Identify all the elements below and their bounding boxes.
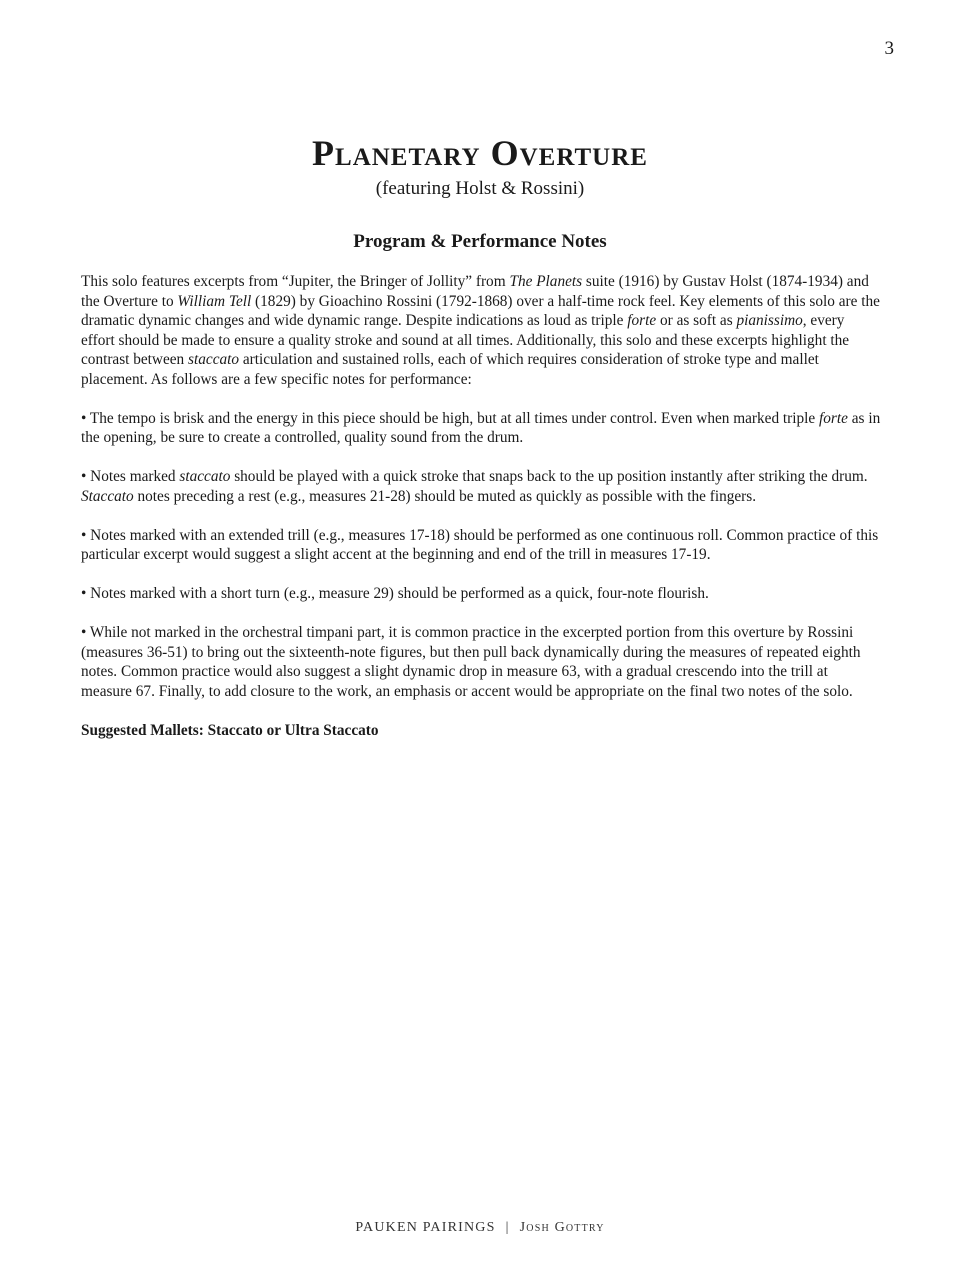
note-bullet-rossini: • While not marked in the orchestral timpani part, it is common practice in the excerpted portion from this overture by Rossini (measures 36-51) to bring out the sixteenth-note figures, but then pull back dynamically during the measures of repeated eighth notes. Common practice would also suggest a slight dynamic drop in measure 63, with a gradual crescendo into the trill at measure 67. Finally, to add closure to the work, an emphasis or accent would be appropriate on the final two notes of the solo.: [81, 624, 861, 700]
planets-title: The Planets: [509, 273, 583, 290]
footer-author: Josh Gottry: [519, 1220, 605, 1235]
william-tell-title: William Tell: [177, 292, 252, 310]
footer-separator: |: [505, 1220, 510, 1235]
piece-title: Planetary Overture: [312, 133, 648, 173]
page-number: 3: [884, 38, 894, 59]
piece-subtitle: (featuring Holst & Rossini): [375, 178, 585, 199]
suggested-mallets: Suggested Mallets: Staccato or Ultra Staccato: [81, 721, 379, 739]
intro-paragraph: This solo features excerpts from “Jupiter, the Bringer of Jollity” from The Planets suite (1916) by Gustav Holst (1874-1934) and the Overture to William Tell (1829) by Gioachino Rossini (1792-1868) over a half-time rock feel. Key elements of this solo are the dramatic dynamic changes and wide dynamic range. Despite indications as loud as triple forte or as soft as pianissimo, every effort should be made to ensure a quality stroke and sound at all times. Additionally, this solo and these excerpts highlight the contrast between staccato articulation and sustained rolls, each of which requires consideration of stroke type and mallet placement. As follows are a few specific notes for performance:: [81, 273, 880, 388]
section-heading: Program & Performance Notes: [353, 231, 607, 252]
note-bullet-trill: • Notes marked with an extended trill (e.g., measures 17-18) should be performed as one continuous roll. Common practice of this particular excerpt would suggest a slight accent at the beginning and end of the trill in measures 17-19.: [81, 526, 879, 563]
note-bullet-turn: • Notes marked with a short turn (e.g., measure 29) should be performed as a quick, four-note flourish.: [81, 585, 709, 602]
page-footer: [0, 1220, 960, 1236]
performance-notes: [81, 272, 881, 760]
note-bullet-tempo: • The tempo is brisk and the energy in this piece should be high, but at all times under control. Even when marked triple forte as in the opening, be sure to create a controlled, quality sound from the drum.: [81, 409, 881, 446]
note-bullet-staccato: • Notes marked staccato should be played with a quick stroke that snaps back to the up position instantly after striking the drum. Staccato notes preceding a rest (e.g., measures 21-28) should be muted as quickly as possible with the fingers.: [81, 468, 868, 505]
title-block: [0, 130, 960, 255]
footer-series: PAUKEN PAIRINGS: [355, 1220, 496, 1235]
